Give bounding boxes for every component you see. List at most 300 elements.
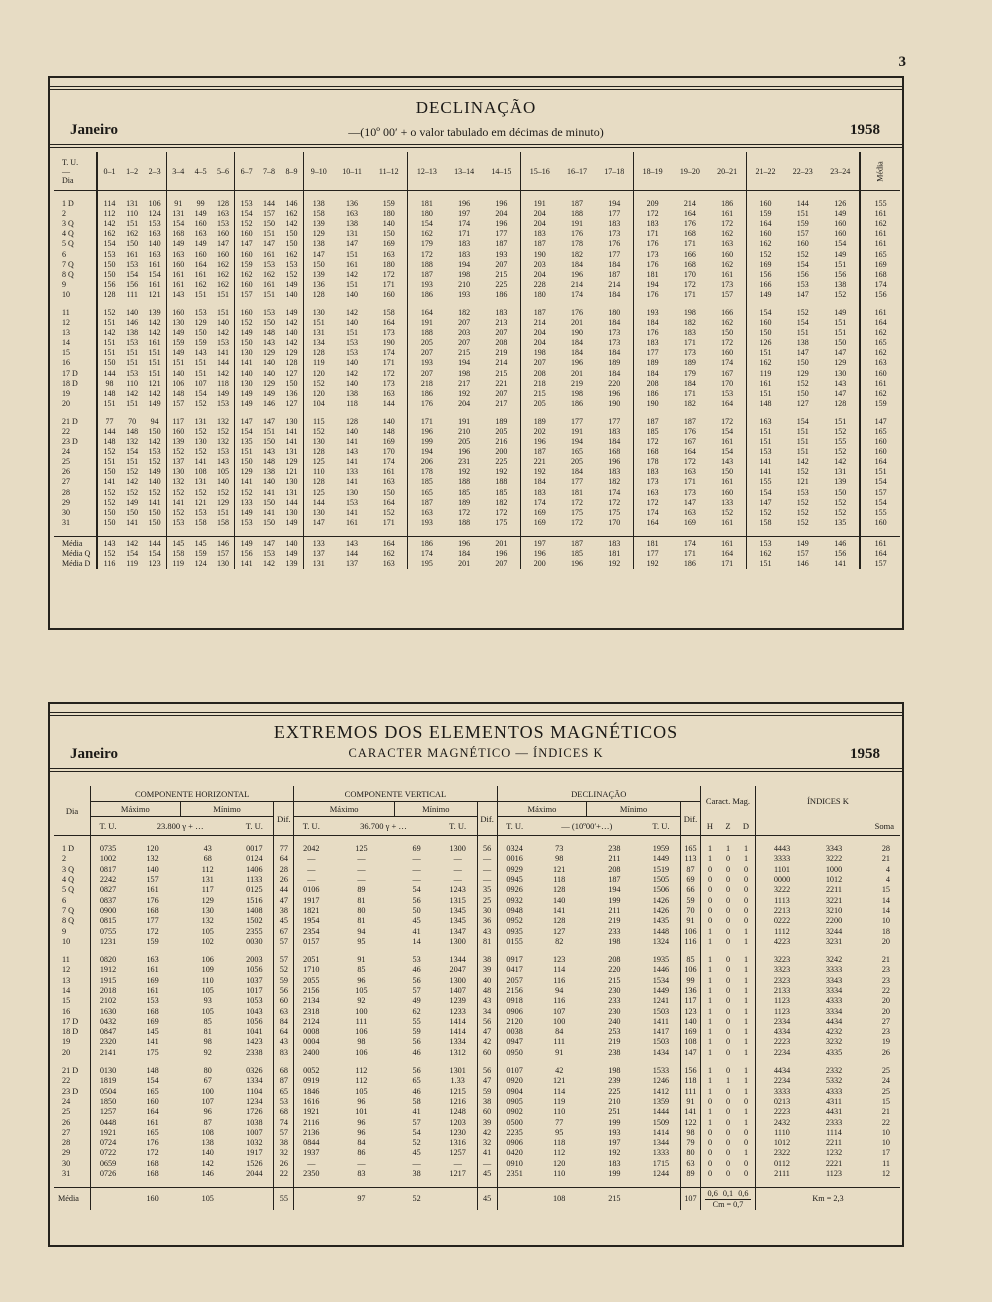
- spacer-cell: [408, 409, 446, 417]
- max-time: 0904: [497, 1087, 532, 1097]
- spacer-cell: [446, 528, 483, 537]
- min-time: 1239: [449, 996, 466, 1006]
- hourly-value: 141: [285, 437, 298, 447]
- day-row: [54, 854, 900, 864]
- spacer-cell: [784, 191, 821, 200]
- hourly-value: 147: [796, 348, 809, 358]
- spacer-cell: [212, 191, 235, 200]
- spacer-cell: [737, 947, 756, 955]
- spacer-cell: [166, 528, 189, 537]
- spacer-cell: [439, 1058, 478, 1066]
- hourly-value: 194: [608, 199, 621, 209]
- hourly-value: 159: [796, 219, 809, 229]
- hourly-value: 151: [126, 398, 139, 408]
- min-value: 41: [412, 926, 421, 936]
- spacer-cell: [477, 1179, 497, 1188]
- range-value: 84: [274, 1017, 294, 1027]
- hourly-value: 151: [746, 559, 784, 569]
- hourly-value: 156: [126, 279, 139, 289]
- hourly-value: 126: [746, 338, 784, 348]
- spacer-cell: [143, 528, 166, 537]
- hourly-value: 173: [683, 487, 696, 497]
- d-min-mean: 215: [587, 1188, 642, 1211]
- range-value: 66: [680, 885, 700, 895]
- min-value: 46: [412, 965, 421, 975]
- hourly-value: 231: [458, 457, 471, 467]
- hourly-value: 174: [608, 487, 621, 497]
- hourly-value: 201: [570, 318, 583, 328]
- hourly-value: 161: [382, 467, 395, 477]
- day-label: 22: [62, 427, 70, 437]
- k-indices-2: 4431: [825, 1107, 843, 1117]
- spacer-cell: [54, 191, 97, 200]
- hourly-value: 98: [97, 379, 121, 389]
- min-value: 14: [412, 936, 421, 946]
- spacer-cell: [521, 409, 559, 417]
- hourly-value: 142: [148, 328, 161, 338]
- range-value: 108: [680, 1037, 700, 1047]
- hourly-value: 193: [408, 358, 446, 368]
- min-time: 1516: [246, 895, 263, 905]
- hourly-value: 151: [834, 259, 847, 269]
- hourly-value: 151: [346, 328, 359, 338]
- hourly-value: 151: [194, 289, 207, 299]
- hourly-value: 191: [408, 318, 446, 328]
- max-time: 0500: [497, 1117, 532, 1127]
- day-row: [54, 488, 900, 498]
- spacer-cell: [596, 409, 634, 417]
- daily-mean: 154: [860, 498, 900, 508]
- daily-mean: 174: [860, 280, 900, 290]
- hourly-value: 162: [408, 229, 446, 239]
- max-value: 89: [357, 885, 366, 895]
- min-value: 41: [412, 1107, 421, 1117]
- hourly-value: 128: [303, 348, 334, 358]
- hourly-value: 142: [285, 219, 298, 229]
- spacer-cell: [235, 528, 258, 537]
- hourly-value: 195: [408, 559, 446, 569]
- hourly-value: 154: [235, 427, 258, 437]
- hourly-value: 218: [408, 379, 446, 389]
- k-indices-1: 1112: [756, 926, 809, 936]
- hourly-value: 150: [126, 239, 139, 249]
- spacer-cell: [587, 1058, 642, 1066]
- hourly-value: 216: [495, 437, 508, 447]
- k-indices-2: 3221: [825, 895, 843, 905]
- range-value: 165: [680, 844, 700, 854]
- hourly-value: 171: [458, 229, 471, 239]
- day-label: 23 D: [62, 1086, 79, 1096]
- hourly-value: 180: [408, 209, 446, 219]
- min-time: 1534: [652, 975, 670, 985]
- hourly-value: 152: [97, 447, 121, 457]
- hourly-value: 214: [570, 279, 583, 289]
- max-time: 0004: [294, 1037, 329, 1047]
- spacer-cell: [746, 409, 784, 417]
- range-value: 47: [477, 1027, 497, 1037]
- max-value: 96: [357, 1117, 366, 1127]
- hourly-value: 143: [217, 457, 230, 467]
- min-time: 1506: [652, 885, 670, 895]
- range-value: 106: [680, 965, 700, 975]
- min-value: 96: [203, 1107, 212, 1117]
- hourly-value: 181: [608, 549, 621, 559]
- spacer-cell: [756, 836, 809, 845]
- hourly-value: 149: [166, 328, 189, 338]
- hourly-value: 148: [382, 427, 395, 437]
- hourly-value: 164: [721, 549, 734, 559]
- min-value: —: [412, 875, 421, 885]
- hour-header: 12–13: [408, 152, 446, 191]
- day-row: [54, 280, 900, 290]
- hourly-value: 196: [570, 358, 583, 368]
- hourly-value: 182: [608, 477, 621, 487]
- min-value: 117: [201, 885, 214, 895]
- hourly-value: 187: [608, 269, 621, 279]
- hourly-value: 147: [235, 417, 258, 427]
- min-time: 1519: [652, 864, 670, 874]
- spacer-cell: [180, 1058, 235, 1066]
- k-sum: 15: [881, 885, 890, 895]
- k-indices-2: 1123: [825, 1169, 843, 1179]
- min-time: 1334: [449, 1037, 466, 1047]
- spacer-cell: [125, 1058, 180, 1066]
- k-indices-2: 4434: [825, 1016, 843, 1026]
- hourly-value: 148: [97, 437, 121, 447]
- range-value: 60: [477, 1107, 497, 1117]
- max-value: 121: [553, 864, 566, 874]
- hourly-value: 111: [126, 289, 138, 299]
- max-value: 161: [146, 1117, 159, 1127]
- range-value: 60: [274, 996, 294, 1006]
- hourly-value: 197: [458, 209, 471, 219]
- hourly-value: 171: [721, 559, 734, 569]
- hourly-value: 162: [285, 209, 298, 219]
- k-sum: 10: [881, 1138, 890, 1148]
- spacer-cell: [258, 528, 280, 537]
- hourly-value: 168: [608, 447, 621, 457]
- max-value: 141: [146, 1037, 159, 1047]
- spacer-cell: [125, 836, 180, 845]
- day-label: 30: [62, 1158, 71, 1168]
- hourly-value: 158: [303, 209, 334, 219]
- hourly-value: 129: [303, 229, 334, 239]
- k-indices-1: 4434: [756, 1066, 809, 1076]
- hourly-value: 183: [608, 427, 621, 437]
- max-time: 0918: [497, 996, 532, 1006]
- hourly-value: 160: [235, 308, 258, 318]
- hourly-value: 142: [285, 338, 298, 348]
- min-time: 1449: [652, 986, 670, 995]
- hourly-value: 129: [235, 467, 258, 477]
- hourly-value: 161: [346, 259, 359, 269]
- min-value: 105: [201, 926, 214, 936]
- char-z: 0: [725, 1169, 731, 1179]
- max-time: 2400: [294, 1048, 329, 1058]
- char-h: 1: [701, 1087, 720, 1097]
- hourly-value: 172: [495, 507, 508, 517]
- h-max-tu: T. U.: [91, 817, 126, 836]
- spacer-cell: [97, 528, 121, 537]
- hourly-value: 187: [521, 447, 559, 457]
- spacer-cell: [860, 191, 900, 200]
- spacer-cell: [97, 300, 121, 308]
- daily-mean: 168: [860, 270, 900, 280]
- hourly-value: 183: [458, 249, 471, 259]
- range-value: 26: [274, 1159, 294, 1169]
- hourly-value: 130: [303, 308, 334, 318]
- min-value: 142: [201, 1158, 214, 1168]
- max-value: 85: [357, 965, 366, 975]
- hourly-value: 116: [97, 559, 121, 569]
- range-value: 116: [680, 937, 700, 947]
- max-value: 94: [357, 926, 366, 936]
- char-h: 0: [701, 1128, 720, 1138]
- hourly-value: 176: [683, 427, 696, 437]
- top-rule: [50, 86, 902, 90]
- k-indices-1: 1110: [756, 1128, 809, 1138]
- hourly-value: 217: [495, 398, 508, 408]
- hourly-value: 142: [285, 318, 298, 328]
- range-value: 64: [274, 1027, 294, 1037]
- k-indices-2: 2211: [825, 1138, 843, 1148]
- max-value: 172: [146, 926, 159, 936]
- max-time: 0755: [91, 926, 126, 936]
- spacer-cell: [633, 191, 671, 200]
- hourly-value: 117: [166, 417, 189, 427]
- min-value: 53: [412, 955, 421, 965]
- day-row: [54, 437, 900, 447]
- day-label: 4 Q: [62, 875, 75, 885]
- hourly-value: 177: [608, 249, 621, 259]
- daily-mean: 157: [860, 488, 900, 498]
- hourly-value: 146: [212, 536, 235, 549]
- spacer-cell: [334, 409, 370, 417]
- hourly-value: 140: [346, 378, 359, 388]
- min-value: 52: [412, 1138, 421, 1148]
- min-time: 1104: [246, 1086, 263, 1096]
- blank: [642, 1188, 681, 1211]
- hourly-value: 151: [97, 348, 121, 358]
- spacer-cell: [370, 528, 407, 537]
- char-d: 1: [743, 854, 749, 864]
- spacer-row: [54, 1058, 900, 1066]
- hourly-value: 172: [408, 249, 446, 259]
- max-time: —: [294, 865, 329, 875]
- hourly-value: 128: [346, 416, 359, 426]
- k-indices-1: 3323: [756, 965, 809, 975]
- max-value: 120: [146, 844, 159, 854]
- k-indices-2: 2333: [825, 1117, 843, 1127]
- hourly-value: 151: [796, 447, 809, 457]
- k-indices-2: 4232: [825, 1027, 843, 1037]
- hourly-value: 159: [166, 338, 189, 348]
- z-max-tu: T. U.: [294, 817, 329, 836]
- max-time: 0052: [294, 1066, 329, 1076]
- hourly-value: 154: [408, 219, 446, 229]
- hourly-value: 180: [382, 209, 395, 219]
- spacer-cell: [558, 300, 595, 308]
- max-value: 168: [146, 905, 159, 915]
- spacer-cell: [166, 409, 189, 417]
- spacer-cell: [143, 300, 166, 308]
- spacer-cell: [54, 1058, 91, 1066]
- day-label: 10: [62, 936, 71, 946]
- day-label: 20: [62, 398, 70, 408]
- day-label: 9: [62, 279, 66, 289]
- hourly-value: 172: [633, 437, 671, 447]
- range-value: 89: [680, 1169, 700, 1179]
- min-time: 1043: [246, 1006, 263, 1016]
- day-label: 16: [62, 1006, 71, 1016]
- max-time: 0659: [91, 1159, 126, 1169]
- hourly-value: 157: [217, 549, 230, 559]
- char-d: 1: [743, 986, 749, 995]
- hourly-value: 118: [346, 398, 358, 408]
- hourly-value: 171: [683, 239, 696, 249]
- hourly-value: 187: [521, 239, 559, 249]
- range-value: 35: [477, 885, 497, 895]
- hourly-value: 207: [495, 328, 508, 338]
- hourly-value: 169: [521, 518, 559, 528]
- hourly-value: 163: [382, 388, 395, 398]
- char-d: 1: [743, 975, 749, 985]
- hourly-value: 152: [834, 507, 847, 517]
- daily-mean: 160: [860, 447, 900, 457]
- char-h: 0: [701, 1097, 720, 1107]
- day-label: 26: [62, 467, 70, 477]
- day-row: [54, 996, 900, 1006]
- max-time: 0726: [91, 1169, 126, 1179]
- hourly-value: 183: [633, 338, 671, 348]
- max-value: 42: [555, 1066, 564, 1076]
- hourly-value: 184: [633, 318, 671, 328]
- day-label: 7 Q: [62, 905, 75, 915]
- min-time: 1423: [246, 1037, 263, 1047]
- hourly-value: 189: [458, 497, 471, 507]
- hourly-value: 200: [495, 447, 508, 457]
- char-h: 0: [701, 895, 720, 905]
- spacer-cell: [334, 300, 370, 308]
- hourly-value: 130: [217, 559, 230, 569]
- z-max-mean: 97: [328, 1188, 394, 1211]
- spacer-cell: [235, 1058, 274, 1066]
- char-z: 0: [725, 996, 731, 1006]
- hourly-value: 131: [285, 487, 298, 497]
- hourly-value: 147: [263, 239, 276, 249]
- hourly-value: 133: [303, 536, 334, 549]
- hourly-value: 198: [683, 307, 696, 317]
- range-value: 68: [274, 1066, 294, 1076]
- hourly-value: 140: [346, 427, 359, 437]
- hour-header: 6–7: [235, 152, 258, 191]
- hourly-value: 160: [721, 348, 734, 358]
- hourly-value: 153: [263, 549, 276, 559]
- range-value: 113: [680, 854, 700, 864]
- daily-mean: 147: [860, 417, 900, 427]
- hourly-value: 150: [126, 507, 139, 517]
- hourly-value: 143: [263, 447, 276, 457]
- day-row: [54, 270, 900, 280]
- hourly-value: 169: [382, 239, 395, 249]
- char-z: 0: [725, 1006, 731, 1016]
- hourly-value: 189: [683, 358, 696, 368]
- max-time: 2120: [497, 1017, 532, 1027]
- hourly-value: 170: [721, 378, 734, 388]
- k-indices-1: 2234: [756, 1076, 809, 1086]
- char-d: 1: [743, 1086, 749, 1096]
- max-time: 1850: [91, 1097, 126, 1107]
- hourly-value: 147: [258, 536, 280, 549]
- range-value: 80: [680, 1148, 700, 1158]
- spacer-cell: [483, 409, 521, 417]
- hourly-value: 169: [683, 517, 696, 527]
- hourly-value: 150: [303, 260, 334, 270]
- max-value: 83: [357, 1169, 366, 1179]
- z-dif-header: Dif.: [477, 802, 497, 836]
- hourly-value: 152: [721, 507, 734, 517]
- day-label: 13: [62, 328, 70, 338]
- min-time: 1444: [652, 1107, 670, 1117]
- extremos-subtitle: CARACTER MAGNÉTICO — ÍNDICES K: [348, 746, 604, 760]
- hourly-value: 188: [570, 209, 583, 219]
- range-value: —: [477, 865, 497, 875]
- hourly-value: 104: [303, 399, 334, 409]
- hourly-value: 151: [97, 399, 121, 409]
- max-time: 1917: [294, 895, 329, 905]
- hourly-value: 153: [217, 338, 230, 348]
- min-time: 1203: [449, 1117, 466, 1127]
- hourly-value: 149: [235, 399, 258, 409]
- hourly-value: 210: [458, 427, 471, 437]
- hourly-value: 156: [746, 270, 784, 280]
- spacer-cell: [708, 409, 746, 417]
- range-value: 56: [477, 1066, 497, 1076]
- day-row: [54, 906, 900, 916]
- min-time: 1244: [652, 1169, 670, 1179]
- hourly-value: 172: [683, 279, 696, 289]
- k-indices-1: 1012: [756, 1138, 809, 1148]
- max-time: 1630: [91, 1006, 126, 1016]
- hourly-value: 139: [148, 307, 161, 317]
- hourly-value: 171: [683, 338, 696, 348]
- extremos-title: EXTREMOS DOS ELEMENTOS MAGNÉTICOS: [273, 722, 679, 742]
- spacer-cell: [125, 947, 180, 955]
- day-label: 28: [62, 487, 70, 497]
- min-value: 183: [608, 1158, 621, 1168]
- max-value: 112: [355, 1066, 368, 1076]
- hourly-value: 204: [521, 328, 559, 338]
- hourly-value: 161: [166, 280, 189, 290]
- range-value: 47: [477, 1076, 497, 1086]
- h-min-mean: 105: [180, 1188, 235, 1211]
- hourly-value: 198: [458, 368, 471, 378]
- hourly-value: 148: [746, 399, 784, 409]
- day-row: [54, 1117, 900, 1127]
- hourly-value: 173: [683, 348, 696, 358]
- hourly-value: 176: [570, 229, 583, 239]
- hourly-value: 162: [217, 279, 230, 289]
- max-time: 0844: [294, 1138, 329, 1148]
- hourly-value: 179: [683, 368, 696, 378]
- hourly-value: 164: [683, 209, 696, 219]
- spacer-cell: [497, 1058, 532, 1066]
- spacer-cell: [701, 1179, 720, 1188]
- hourly-value: 143: [194, 348, 207, 358]
- max-time: 1821: [294, 906, 329, 916]
- hourly-value: 173: [633, 249, 671, 259]
- range-value: 43: [477, 926, 497, 936]
